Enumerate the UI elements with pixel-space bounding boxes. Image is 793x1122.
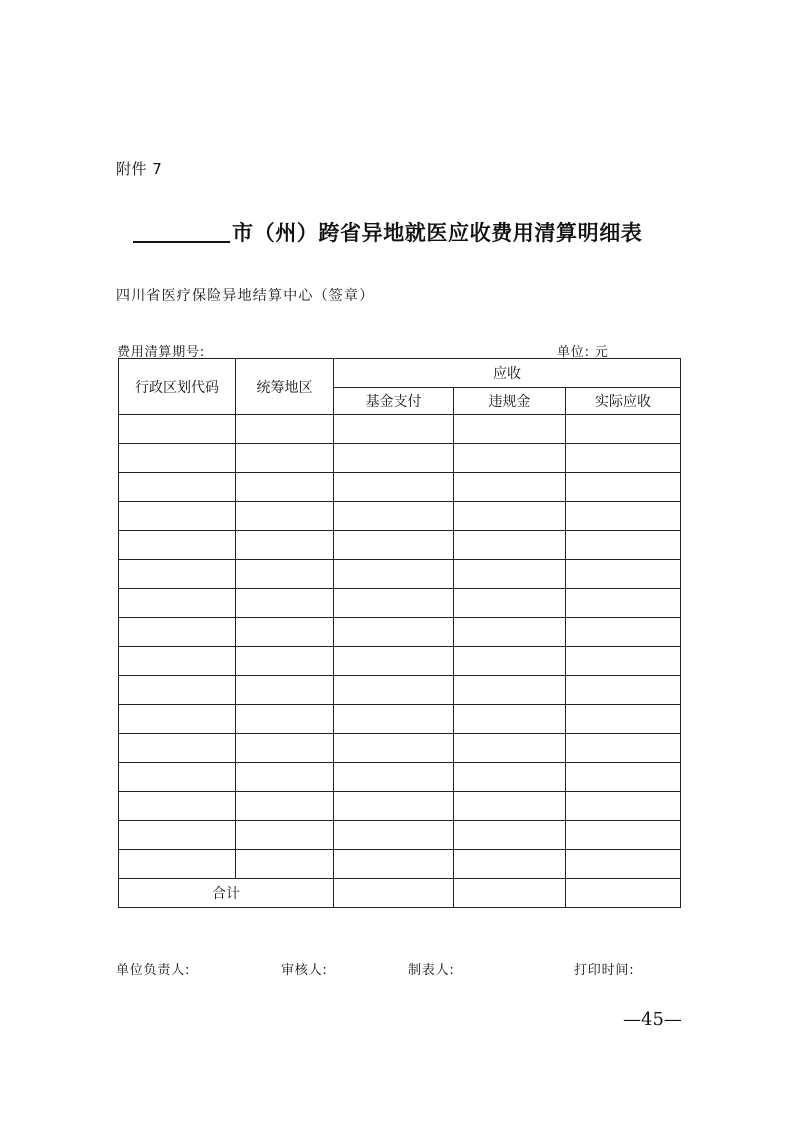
table-cell [119, 792, 236, 821]
table-cell [566, 647, 681, 676]
settlement-table [118, 358, 681, 908]
document-title [133, 217, 642, 247]
footer-preparer: 制表人: [408, 963, 455, 978]
table-cell [334, 792, 454, 821]
table-cell [236, 850, 334, 879]
table-row [119, 502, 681, 531]
table-cell [119, 734, 236, 763]
table-cell [566, 705, 681, 734]
title-text: 市（州）跨省异地就医应收费用清算明细表 [232, 220, 643, 245]
attachment-label: 附件 7 [116, 160, 163, 178]
table-body [119, 415, 681, 908]
table-row [119, 415, 681, 444]
table-row [119, 850, 681, 879]
table-cell [334, 502, 454, 531]
table-cell [454, 879, 566, 908]
table-cell [566, 879, 681, 908]
table-cell [236, 676, 334, 705]
table-cell [566, 850, 681, 879]
table-cell [334, 444, 454, 473]
footer-reviewer: 审核人: [281, 963, 328, 978]
table-cell [236, 502, 334, 531]
table-cell [566, 444, 681, 473]
table-cell [454, 589, 566, 618]
table-cell [454, 415, 566, 444]
table-cell [119, 415, 236, 444]
table-cell [236, 415, 334, 444]
table-row [119, 618, 681, 647]
table-cell [334, 850, 454, 879]
table-cell [236, 821, 334, 850]
table-cell [236, 473, 334, 502]
table-cell [454, 792, 566, 821]
table-row [119, 676, 681, 705]
table-row [119, 734, 681, 763]
total-row [119, 879, 681, 908]
table-row [119, 473, 681, 502]
header-pooling-region: 统筹地区 [236, 359, 334, 415]
table-cell [236, 763, 334, 792]
table-cell [454, 618, 566, 647]
table-cell [334, 821, 454, 850]
table-cell [566, 473, 681, 502]
table-cell [334, 676, 454, 705]
table-cell [334, 531, 454, 560]
table-cell [119, 444, 236, 473]
table-cell [566, 502, 681, 531]
footer-print-time: 打印时间: [574, 963, 635, 978]
table-row [119, 647, 681, 676]
table-cell [454, 473, 566, 502]
table-cell [334, 589, 454, 618]
table-cell [334, 560, 454, 589]
header-violation-amount: 违规金 [454, 388, 566, 415]
table-cell [334, 647, 454, 676]
table-cell [236, 618, 334, 647]
table-cell [236, 531, 334, 560]
table-cell [334, 763, 454, 792]
table-cell [119, 531, 236, 560]
table-cell [236, 705, 334, 734]
table-row [119, 792, 681, 821]
table-row [119, 560, 681, 589]
unit-label: 单位: 元 [557, 345, 609, 360]
table-cell [236, 589, 334, 618]
table-cell [454, 821, 566, 850]
table-cell [334, 879, 454, 908]
header-fund-payment: 基金支付 [334, 388, 454, 415]
table-cell [334, 734, 454, 763]
period-label: 费用清算期号: [117, 345, 205, 360]
table-cell [119, 589, 236, 618]
table-cell [334, 618, 454, 647]
table-cell [454, 763, 566, 792]
table-cell [454, 444, 566, 473]
table-row [119, 444, 681, 473]
table-cell [119, 676, 236, 705]
table-cell [119, 763, 236, 792]
table-cell [454, 734, 566, 763]
header-actual-receivable: 实际应收 [566, 388, 681, 415]
table-cell [566, 560, 681, 589]
table-cell [236, 560, 334, 589]
table-cell [454, 560, 566, 589]
table-row [119, 821, 681, 850]
table-cell [119, 502, 236, 531]
table-cell [119, 850, 236, 879]
table-cell [334, 415, 454, 444]
table-cell [454, 531, 566, 560]
table-cell [334, 473, 454, 502]
table-cell [236, 734, 334, 763]
table-cell [454, 705, 566, 734]
table-cell [454, 647, 566, 676]
table-cell [566, 415, 681, 444]
header-region-code: 行政区划代码 [119, 359, 236, 415]
total-label: 合计 [119, 879, 334, 908]
table-row [119, 589, 681, 618]
header-receivable-group: 应收 [334, 359, 681, 388]
table-cell [119, 473, 236, 502]
table-row [119, 763, 681, 792]
table-cell [119, 618, 236, 647]
table-cell [566, 589, 681, 618]
table-cell [566, 618, 681, 647]
table-row [119, 705, 681, 734]
page-number: —45— [623, 1009, 682, 1030]
table-row [119, 531, 681, 560]
table-cell [119, 705, 236, 734]
table-cell [236, 647, 334, 676]
table-cell [119, 647, 236, 676]
table-cell [566, 763, 681, 792]
city-name-blank [133, 241, 230, 243]
table-cell [454, 676, 566, 705]
footer-responsible: 单位负责人: [116, 963, 191, 978]
table-cell [566, 531, 681, 560]
table-cell [566, 792, 681, 821]
table-cell [236, 444, 334, 473]
table-cell [119, 821, 236, 850]
table-cell [454, 502, 566, 531]
table-cell [566, 676, 681, 705]
table-cell [566, 734, 681, 763]
table-cell [566, 821, 681, 850]
table-cell [454, 850, 566, 879]
organization-line: 四川省医疗保险异地结算中心（签章） [116, 288, 375, 304]
table-cell [236, 792, 334, 821]
table-cell [334, 705, 454, 734]
table-cell [119, 560, 236, 589]
